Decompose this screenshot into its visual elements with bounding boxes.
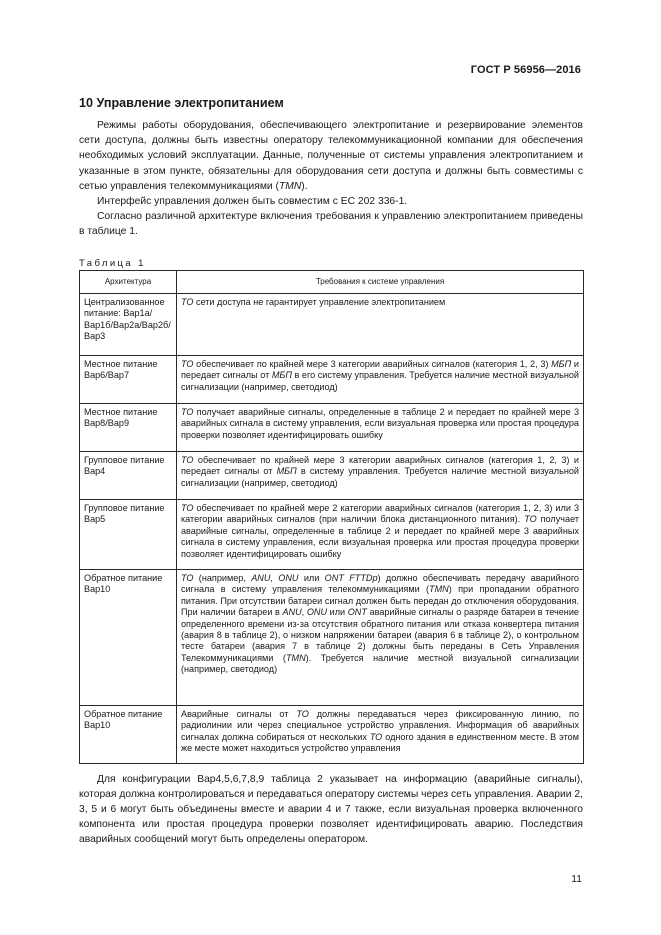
text-run: или — [327, 607, 348, 618]
text-run: ) должно обеспечивать передачу аварийного сигнала в систему управления телекоммуникациями ( — [181, 573, 579, 595]
text-run: сети доступа не гарантирует управление электропитанием — [193, 297, 446, 307]
requirements-cell — [177, 294, 584, 356]
architecture-cell: Обратное питание Вар10 — [80, 570, 177, 706]
text-run: и передает сигналы от — [181, 359, 579, 381]
architecture-cell: Местное питание Вар8/Вар9 — [80, 404, 177, 452]
closing-text — [79, 772, 583, 847]
text-run: ). Требуется наличие местной визуальной сигнализации (например, светодиод) — [181, 652, 579, 675]
italic-term: ТО — [181, 407, 194, 417]
italic-term: TMN — [285, 652, 306, 663]
architecture-cell: Местное питание Вар6/Вар7 — [80, 356, 177, 404]
italic-term: ONT — [347, 607, 367, 618]
text-run: обеспечивает по крайней мере 3 категории аварийных сигналов (категория 1, 2, 3) и передает сигналы от — [181, 455, 579, 477]
italic-term: ANU, ONU — [251, 573, 299, 583]
table-row — [80, 452, 584, 500]
paragraph: Для конфигурации Вар4,5,6,7,8,9 таблица 2 указывает на информацию (аварийные сигналы), которая должна контролироваться и передаваться оператору системы через сеть управления. Аварии 2, 3, 5 и 6 могут быть объединены вместе и аварии 4 и 7 также, если визуальная проверка включенного компонента или простая процедура проверки позволяет идентифицировать аварию. Последствия аварийных сообщений могут быть определены оператором. — [79, 774, 583, 846]
text-run: Режимы работы оборудования, обеспечивающего электропитание и резервирование элементов сети доступа, должны быть известны оператору телекоммуникационной компании для обеспечения необходимых условий эксплуатации. Данные, полученные от системы управления электропитанием и указанные в этом пункте, обязательны для оборудования сети доступа и должны быть совместимы с сетью управления телекоммуникациями ( — [79, 120, 583, 192]
italic-term: ТО — [181, 573, 194, 583]
italic-term: ANU — [282, 607, 302, 618]
requirements-cell — [177, 404, 584, 452]
table-row — [80, 356, 584, 404]
requirements-cell — [177, 570, 584, 706]
requirements-cell — [177, 356, 584, 404]
table-row — [80, 570, 584, 706]
table-row — [80, 706, 584, 764]
table-header-row — [80, 271, 584, 294]
italic-term: TMN — [429, 584, 449, 595]
architecture-cell: Централизованное питание: Вар1а/Вар1б/Вар2а/Вар2б/Вар3 — [80, 294, 177, 356]
paragraph — [79, 209, 583, 239]
intro-text — [79, 118, 583, 240]
italic-term: ТО — [181, 297, 194, 307]
italic-term: TMN — [278, 180, 302, 192]
header-requirements: Требования к системе управления — [177, 271, 584, 294]
italic-term: ONT FTTDp — [324, 573, 378, 583]
paragraph — [79, 194, 583, 209]
paragraph — [79, 118, 583, 194]
table-caption: Таблица 1 — [79, 258, 146, 269]
italic-term: ТО — [181, 503, 194, 513]
requirements-cell — [177, 706, 584, 764]
architecture-cell: Групповое питание Вар5 — [80, 500, 177, 570]
requirements-cell — [177, 452, 584, 500]
text-run: одного здания в единственном месте. В этом же месте может находиться устройство управления — [181, 731, 579, 754]
text-run: , — [301, 607, 307, 618]
text-run: в систему управления. Требуется наличие местной визуальной сигнализации (например, светодиод) — [181, 466, 579, 488]
text-run: (например, — [193, 573, 252, 583]
text-run: обеспечивает по крайней мере 3 категории аварийных сигналов (категория 1, 2, 3) — [193, 359, 552, 369]
italic-term: МБП — [276, 466, 297, 477]
italic-term: ТО — [369, 731, 383, 742]
text-run: ) при пропадании обратного питания. При отсутствии батареи сигнал должен быть передан до отключения оборудования. При наличии батареи в — [181, 584, 579, 618]
text-run: или — [298, 573, 325, 583]
section-title: 10 Управление электропитанием — [79, 96, 284, 110]
italic-term: ТО — [181, 455, 194, 465]
text-run: аварийные сигналы о разряде батареи в течение определенного времени из-за отсутствия обратного питания или отказа конвертера питания (авария 8 в таблице 2), о низком напряжении батареи (авария 6 в таблице 2), о контрольном тесте батареи (авария 7 в таблице 2) должны быть переданы в Сеть Управления Телекоммуникациями ( — [181, 607, 579, 663]
italic-term: ТО — [296, 709, 309, 719]
text-run: получает аварийные сигналы, определенные в таблице 2 и передает по крайней мере 3 аварийных сигнала в систему управления, если визуальная проверка или простая процедура проверки позволяет идентифицировать ошибку — [181, 407, 579, 440]
table-row — [80, 500, 584, 570]
text-run: обеспечивает по крайней мере 2 категории аварийных сигналов (категория 1, 2, 3) или 3 категории аварийных сигналов (при наличии блока дистанционного питания). — [181, 503, 579, 525]
table-row — [80, 294, 584, 356]
requirements-cell — [177, 500, 584, 570]
text-run: получает аварийные сигналы, определенные в таблице 2 и передает по крайней мере 3 аварийных сигнала в систему управления, если визуальная проверка или простая процедура проверки позволяет идентифицировать ошибку — [181, 514, 579, 559]
header-architecture: Архитектура — [80, 271, 177, 294]
text-run: ). — [301, 180, 308, 192]
italic-term: ТО — [181, 359, 194, 369]
text-run: Аварийные сигналы от — [181, 709, 297, 719]
text-run: в его систему управления. Требуется наличие местной визуальной сигнализации (например, светодиод) — [181, 370, 579, 392]
italic-term: МБП — [551, 359, 572, 369]
italic-term: ONU — [306, 607, 328, 618]
requirements-table — [79, 270, 584, 764]
document-code: ГОСТ Р 56956—2016 — [470, 64, 581, 76]
page-number: 11 — [571, 874, 582, 885]
architecture-cell: Групповое питание Вар4 — [80, 452, 177, 500]
text-run: Согласно различной архитектуре включения требования к управлению электропитанием приведены в таблице 1. — [79, 211, 583, 238]
italic-term: МБП — [271, 370, 292, 381]
text-run: Интерфейс управления должен быть совместим с ЕС 202 336-1. — [97, 196, 408, 208]
table-row — [80, 404, 584, 452]
architecture-cell: Обратное питание Вар10 — [80, 706, 177, 764]
italic-term: ТО — [524, 514, 537, 525]
text-run: должны передаваться через фиксированную линию, по радиолинии или через специальное устройство управления. Информация об аварийных сигналах должна собираться от нескольких — [181, 709, 579, 742]
